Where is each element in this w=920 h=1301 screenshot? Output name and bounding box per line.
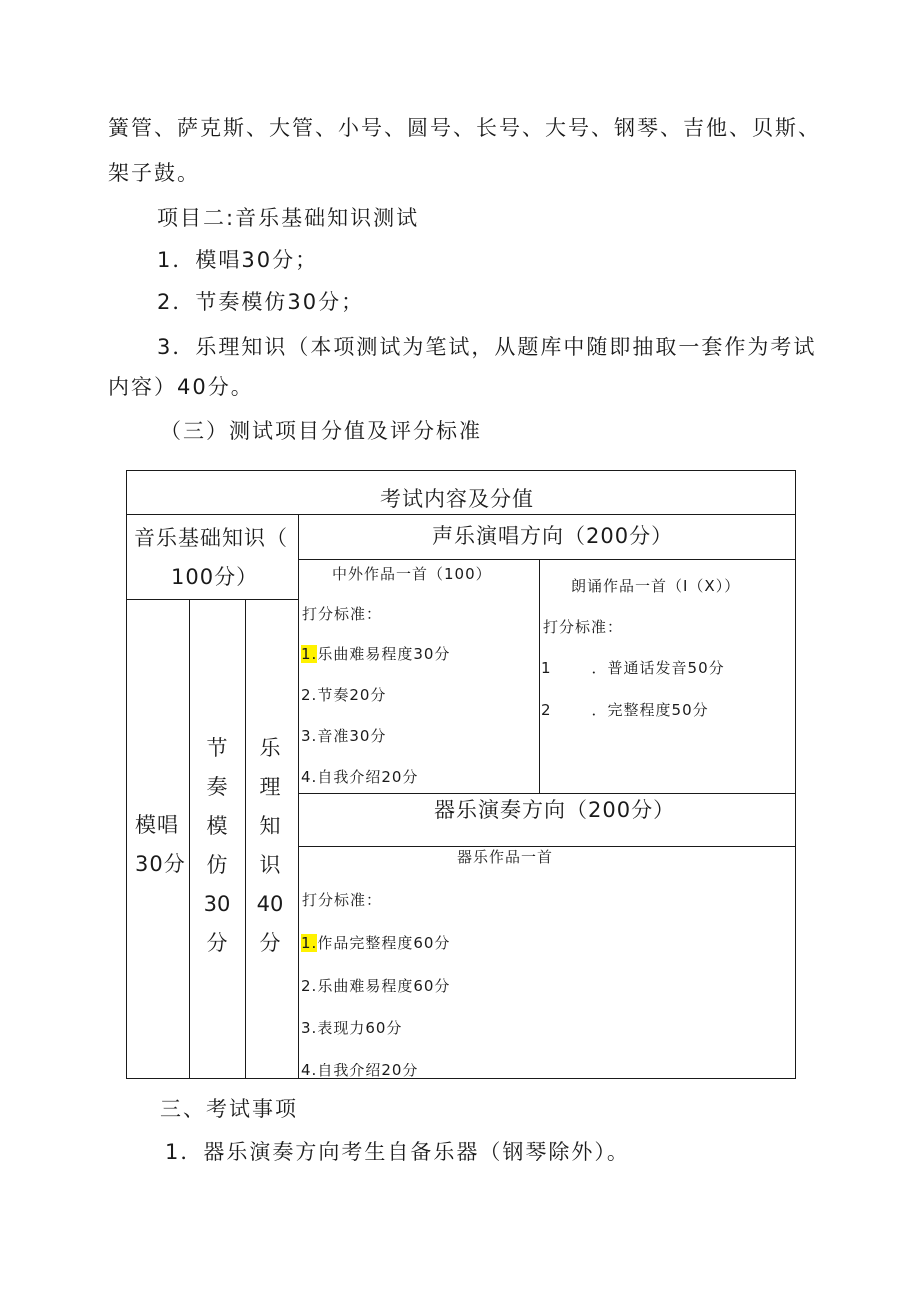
criterion-text: ．普通话发音50分 [591, 659, 725, 677]
instrument-criterion [301, 1063, 418, 1077]
criterion-number: 4. [301, 1063, 318, 1077]
table-rule [539, 559, 540, 793]
paragraph-instruments-line: 簧管、萨克斯、大管、小号、圆号、长号、大号、钢琴、吉他、贝斯、 [108, 116, 821, 140]
criterion-number: 1. [301, 934, 318, 952]
project2-item-2: 2．节奏模仿30分； [157, 290, 365, 314]
table-border [126, 470, 796, 471]
paragraph-instruments-continuation: 架子鼓。 [108, 161, 200, 185]
project2-item-3-continuation: 内容）40分。 [108, 375, 254, 399]
criterion-number: 3. [301, 727, 318, 745]
project2-title: 项目二:音乐基础知识测试 [157, 206, 420, 230]
table-border [126, 1078, 796, 1079]
project2-item-3: 3．乐理知识（本项测试为笔试，从题库中随即抽取一套作为考试 [157, 335, 817, 359]
vocal-criterion [301, 770, 418, 785]
criterion-text: 节奏20分 [317, 686, 387, 704]
instrument-scoring-label: 打分标准： [302, 891, 383, 909]
section-three-title: 三、考试事项 [160, 1097, 298, 1121]
section-3-title: （三）测试项目分值及评分标准 [160, 419, 482, 443]
vocal-criterion [301, 729, 386, 744]
criterion-text: 作品完整程度60分 [317, 934, 451, 952]
criterion-number: 3. [301, 1019, 318, 1037]
rhythm-imitation-column: 节奏模仿30分 [203, 736, 231, 955]
section-three-item-1: 1．器乐演奏方向考生自备乐器（钢琴除外）。 [165, 1140, 630, 1164]
criterion-number: 2. [301, 977, 318, 995]
criterion-number: 1. [301, 645, 318, 663]
vocal-direction-header: 声乐演唱方向（200分） [432, 524, 674, 548]
table-rule [298, 793, 796, 794]
recite-scoring-label: 打分标准： [543, 618, 624, 636]
criterion-number: 1 [541, 659, 552, 677]
instrument-criterion [301, 936, 450, 951]
sing-along-score: 30分 [135, 852, 186, 876]
project2-item-1: 1．模唱30分； [157, 248, 319, 272]
sing-along-label: 模唱 [135, 813, 179, 837]
vocal-criterion [301, 647, 450, 662]
music-theory-column: 乐理知识40分 [256, 736, 284, 955]
table-rule [126, 514, 796, 515]
criterion-number: 2 [541, 701, 552, 719]
instrument-work-label: 器乐作品一首 [457, 848, 554, 866]
table-rule [245, 599, 246, 1079]
criterion-text: 乐曲难易程度30分 [317, 645, 451, 663]
criterion-text: 自我介绍20分 [317, 768, 419, 786]
music-basics-header: 音乐基础知识（ [134, 526, 288, 550]
criterion-text: 表现力60分 [317, 1019, 403, 1037]
criterion-text: 音准30分 [317, 727, 387, 745]
table-rule [298, 559, 796, 560]
criterion-text: ．完整程度50分 [591, 701, 709, 719]
criterion-text: 自我介绍20分 [317, 1063, 419, 1077]
criterion-number: 2. [301, 686, 318, 704]
vocal-work-label: 中外作品一首（100） [332, 565, 492, 583]
instrument-direction-header: 器乐演奏方向（200分） [434, 798, 676, 822]
table-rule [298, 846, 796, 847]
table-rule [189, 599, 190, 1079]
music-basics-score: 100分） [171, 565, 259, 589]
table-rule [298, 514, 299, 1079]
criterion-number: 4. [301, 768, 318, 786]
vocal-criterion [301, 688, 386, 703]
recite-criterion [541, 661, 725, 676]
table-border [126, 470, 127, 1079]
table-rule [126, 599, 298, 600]
recite-work-label: 朗诵作品一首（I（X）） [571, 577, 741, 595]
table-title: 考试内容及分值 [380, 487, 534, 511]
criterion-text: 乐曲难易程度60分 [317, 977, 451, 995]
recite-criterion [541, 703, 709, 718]
instrument-criterion [301, 1021, 402, 1036]
instrument-criterion [301, 979, 450, 994]
vocal-scoring-label: 打分标准： [302, 605, 383, 623]
table-border [795, 470, 796, 1079]
